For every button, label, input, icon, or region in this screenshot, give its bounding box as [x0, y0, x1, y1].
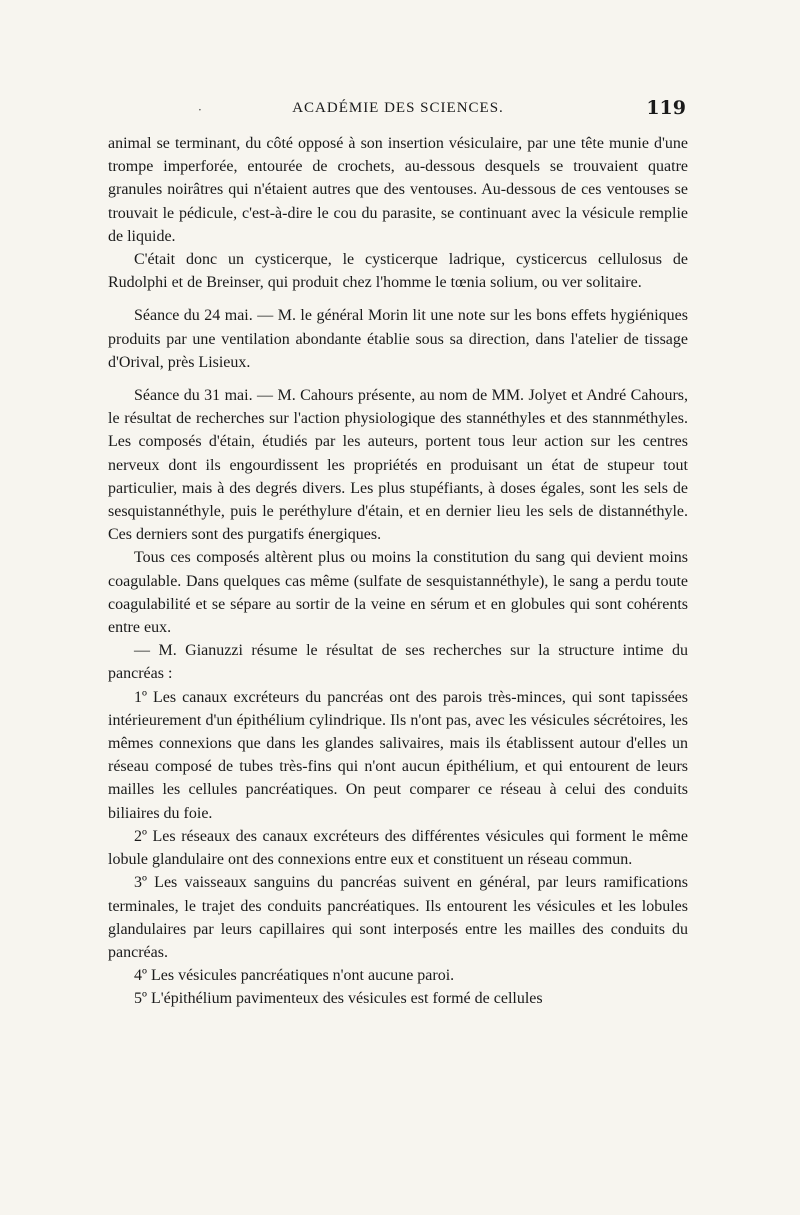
paragraph: animal se terminant, du côté opposé à son insertion vésiculaire, par une tête munie d'une trompe imperforée, entourée de crochets, au-dessous desquels se trouvaient quatre granules noirâtres qui n'étaient autres que des ventouses. Au-dessous de ces ventouses se trouvait le pédicule, c'est-à-dire le cou du parasite, se continuant avec la vésicule remplie de liquide.: [108, 135, 688, 245]
header-dot: ·: [198, 103, 202, 117]
header-title: ACADÉMIE DES SCIENCES.: [292, 100, 504, 116]
paragraph: — M. Gianuzzi résume le résultat de ses recherches sur la structure intime du pancréas :: [108, 642, 688, 683]
paragraph: Tous ces composés altèrent plus ou moins la constitution du sang qui devient moins coagulable. Dans quelques cas même (sulfate de sesquistannéthyle), le sang a perdu toute coagulabilité et se sépare au sortir de la veine en sérum et en globules qui sont cohérents entre eux.: [108, 549, 688, 637]
paragraph: Séance du 24 mai. — M. le général Morin lit une note sur les bons effets hygiéniques produits par une ventilation abondante établie sous sa direction, dans l'atelier de tissage d'Orival, près Lisieux.: [108, 307, 688, 371]
paragraph: 3º Les vaisseaux sanguins du pancréas suivent en général, par leurs ramifications terminales, le trajet des conduits pancréatiques. Ils entourent les vésicules et les lobules glandulaires par leurs capillaires qui sont interposés entre les mailles des conduits du pancréas.: [108, 874, 688, 961]
paragraph: C'était donc un cysticerque, le cysticerque ladrique, cysticercus cellulosus de Rudolphi et de Breinser, qui produit chez l'homme le tœnia solium, ou ver solitaire.: [108, 251, 688, 292]
paragraph: 4º Les vésicules pancréatiques n'ont aucune paroi.: [134, 967, 455, 985]
paragraph: 1º Les canaux excréteurs du pancréas ont des parois très-minces, qui sont tapissées intérieurement d'un épithélium cylindrique. Ils n'ont pas, avec les vésicules sécrétoires, les mêmes connexions que dans les glandes salivaires, mais ils établissent autour d'elles un réseau composé de tubes très-fins qui n'ont aucun épithélium, et qui entourent de leurs mailles les cellules pancréatiques. On peut comparer ce réseau à celui des conduits biliaires du foie.: [108, 688, 688, 822]
page-number: 119: [646, 97, 686, 119]
running-header: [108, 97, 688, 126]
paragraph: Séance du 31 mai. — M. Cahours présente, au nom de MM. Jolyet et André Cahours, le résultat de recherches sur l'action physiologique des stannéthyles et des stannméthyles. Les composés d'étain, étudiés par les auteurs, portent tous leur action sur les centres nerveux dont ils engourdissent les propriétés en produisant un état de stupeur tout particulier, mais à des degrés divers. Les plus stupéfiants, à doses égales, sont les sels de sesquistannéthyle, puis le peréthylure d'étain, et en dernier lieu les sels de distannéthyle. Ces derniers sont des purgatifs énergiques.: [108, 387, 688, 544]
paragraph: 2º Les réseaux des canaux excréteurs des différentes vésicules qui forment le même lobule glandulaire ont des connexions entre eux et constituent un réseau commun.: [108, 827, 688, 869]
document-page: [108, 97, 688, 1011]
paragraph: 5º L'épithélium pavimenteux des vésicules est formé de cellules: [134, 990, 543, 1008]
body-text: [108, 132, 688, 1011]
